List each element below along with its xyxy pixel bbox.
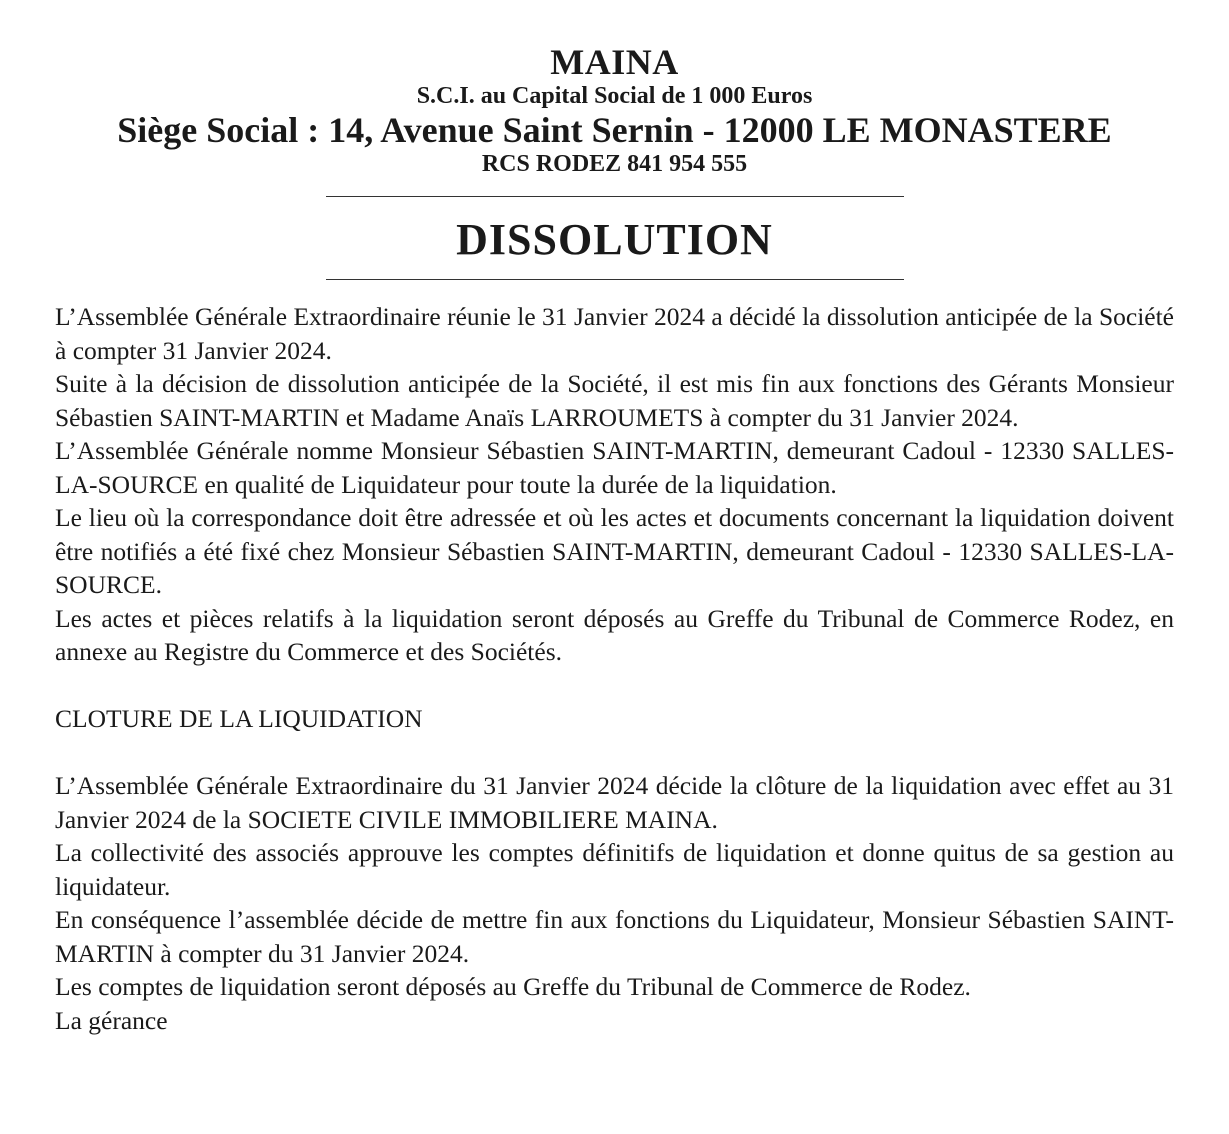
notice-title: DISSOLUTION <box>456 215 773 264</box>
legal-form: S.C.I. au Capital Social de 1 000 Euros <box>416 83 813 109</box>
paragraph: La collectivité des associés approuve les comptes définitifs de liquidation et donne quitus de sa gestion au liquidateur. <box>55 838 1174 901</box>
company-name: MAINA <box>550 42 679 82</box>
paragraph: En conséquence l’assemblée décide de mettre fin aux fonctions du Liquidateur, Monsieur Sébastien SAINT-MARTIN à compter du 31 Janvier 2024. <box>55 905 1174 968</box>
paragraph: L’Assemblée Générale Extraordinaire du 31 Janvier 2024 décide la clôture de la liquidation avec effet au 31 Janvier 2024 de la SOCIETE CIVILE IMMOBILIERE MAINA. <box>55 771 1174 834</box>
paragraph: Les actes et pièces relatifs à la liquidation seront déposés au Greffe du Tribunal de Commerce Rodez, en annexe au Registre du Commerce et des Sociétés. <box>55 603 1174 666</box>
divider-bottom <box>326 279 904 280</box>
paragraph: Les comptes de liquidation seront déposés au Greffe du Tribunal de Commerce de Rodez. <box>55 972 971 1001</box>
registered-office: Siège Social : 14, Avenue Saint Sernin - 12000 LE MONASTERE <box>117 110 1112 150</box>
closure-heading: CLOTURE DE LA LIQUIDATION <box>55 704 423 733</box>
paragraph: Le lieu où la correspondance doit être adressée et où les actes et documents concernant la liquidation doivent être notifiés a été fixé chez Monsieur Sébastien SAINT-MARTIN, demeurant Cadoul - 12330 SALLES-LA-SOURCE. <box>55 503 1174 599</box>
notice-body <box>55 300 1174 1037</box>
paragraph: Suite à la décision de dissolution anticipée de la Société, il est mis fin aux fonctions des Gérants Monsieur Sébastien SAINT-MARTIN et Madame Anaïs LARROUMETS à compter du 31 Janvier 2024. <box>55 369 1174 432</box>
notice-header <box>55 0 1174 178</box>
paragraph: L’Assemblée Générale Extraordinaire réunie le 31 Janvier 2024 a décidé la dissolution anticipée de la Société à compter 31 Janvier 2024. <box>55 302 1174 365</box>
paragraph: L’Assemblée Générale nomme Monsieur Sébastien SAINT-MARTIN, demeurant Cadoul - 12330 SALLES-LA-SOURCE en qualité de Liquidateur pour toute la durée de la liquidation. <box>55 436 1174 499</box>
rcs-number: RCS RODEZ 841 954 555 <box>481 151 748 177</box>
divider-top <box>326 196 904 197</box>
signature: La gérance <box>55 1005 168 1035</box>
